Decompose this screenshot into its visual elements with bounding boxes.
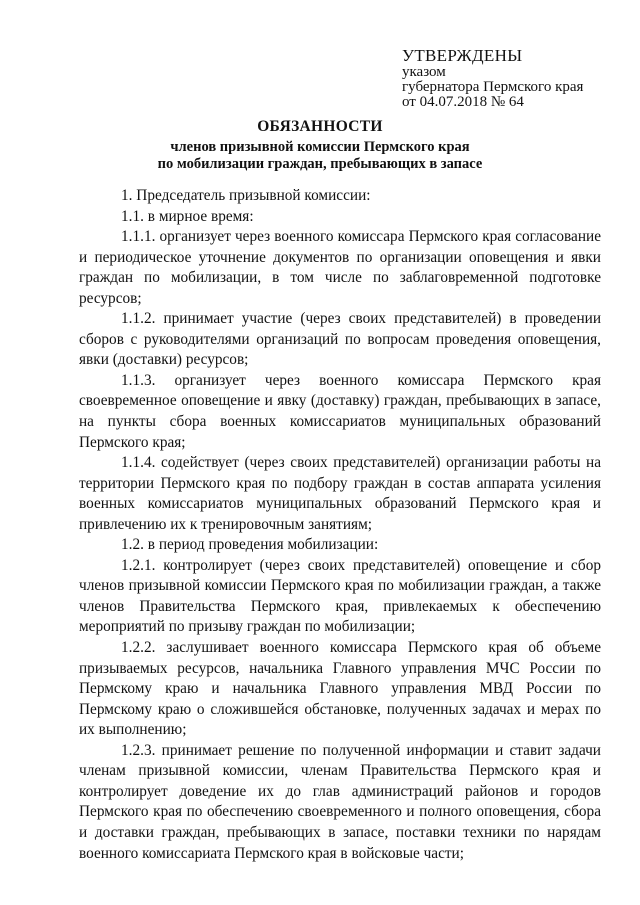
approval-stamp [402, 47, 583, 110]
subtitle-line: членов призывной комиссии Пермского края [170, 139, 470, 155]
approval-line: от 04.07.2018 № 64 [402, 94, 524, 110]
approval-line: губернатора Пермского края [402, 79, 584, 95]
paragraph: 1.1. в мирное время: [121, 207, 254, 225]
paragraph: 1.1.1. организует через военного комиссара Пермского края согласование и периодическое уточнение документов по организации оповещения и явки граждан по мобилизации, в том числе по заблаговременной подготовке ресурсов; [79, 228, 601, 307]
approval-title: УТВЕРЖДЕНЫ [402, 46, 523, 65]
paragraph: 1.2.1. контролирует (через своих представителей) оповещение и сбор членов призывной комиссии Пермского края по мобилизации граждан, а также членов Правительства Пермского края, привлекаемых к обеспечению мероприятий по призыву граждан по мобилизации; [79, 556, 601, 636]
paragraph: 1.2.3. принимает решение по полученной информации и ставит задачи членам призывной комиссии, членам Правительства Пермского края и контролирует доведение их до глав администраций районов и городов Пермского края по обеспечению своевременного и полного оповещения, сбора и доставки граждан, пребывающих в запасе, поставки техники по нарядам военного комиссариата Пермского края в войсковые части; [79, 741, 601, 862]
subtitle-line: по мобилизации граждан, пребывающих в запасе [157, 156, 483, 172]
document-subtitle [0, 139, 640, 173]
paragraph: 1.2.2. заслушивает военного комиссара Пермского края об объеме призываемых ресурсов, начальника Главного управления МЧС России по Пермскому краю и начальника Главного управления МВД России по Пермскому краю о сложившейся обстановке, полученных задачах и мерах по их выполнению; [79, 639, 601, 739]
paragraph: 1.2. в период проведения мобилизации: [121, 536, 379, 554]
paragraph: 1. Председатель призывной комиссии: [121, 187, 371, 204]
document-body [79, 186, 601, 864]
paragraph: 1.1.2. принимает участие (через своих представителей) в проведении сборов с руководителями организаций по вопросам проведения оповещения, явки (доставки) ресурсов; [79, 310, 601, 369]
paragraph: 1.1.4. содействует (через своих представителей) организации работы на территории Пермского края по подбору граждан в состав аппарата усиления военных комиссариатов муниципальных образований Пермского края и привлечению их к тренировочным занятиям; [79, 454, 601, 533]
paragraph: 1.1.3. организует через военного комиссара Пермского края своевременное оповещение и явку (доставку) граждан, пребывающих в запасе, на пункты сбора военных комиссариатов муниципальных образований Пермского края; [79, 371, 601, 451]
approval-line: указом [402, 64, 446, 80]
document-title: ОБЯЗАННОСТИ [257, 118, 383, 135]
